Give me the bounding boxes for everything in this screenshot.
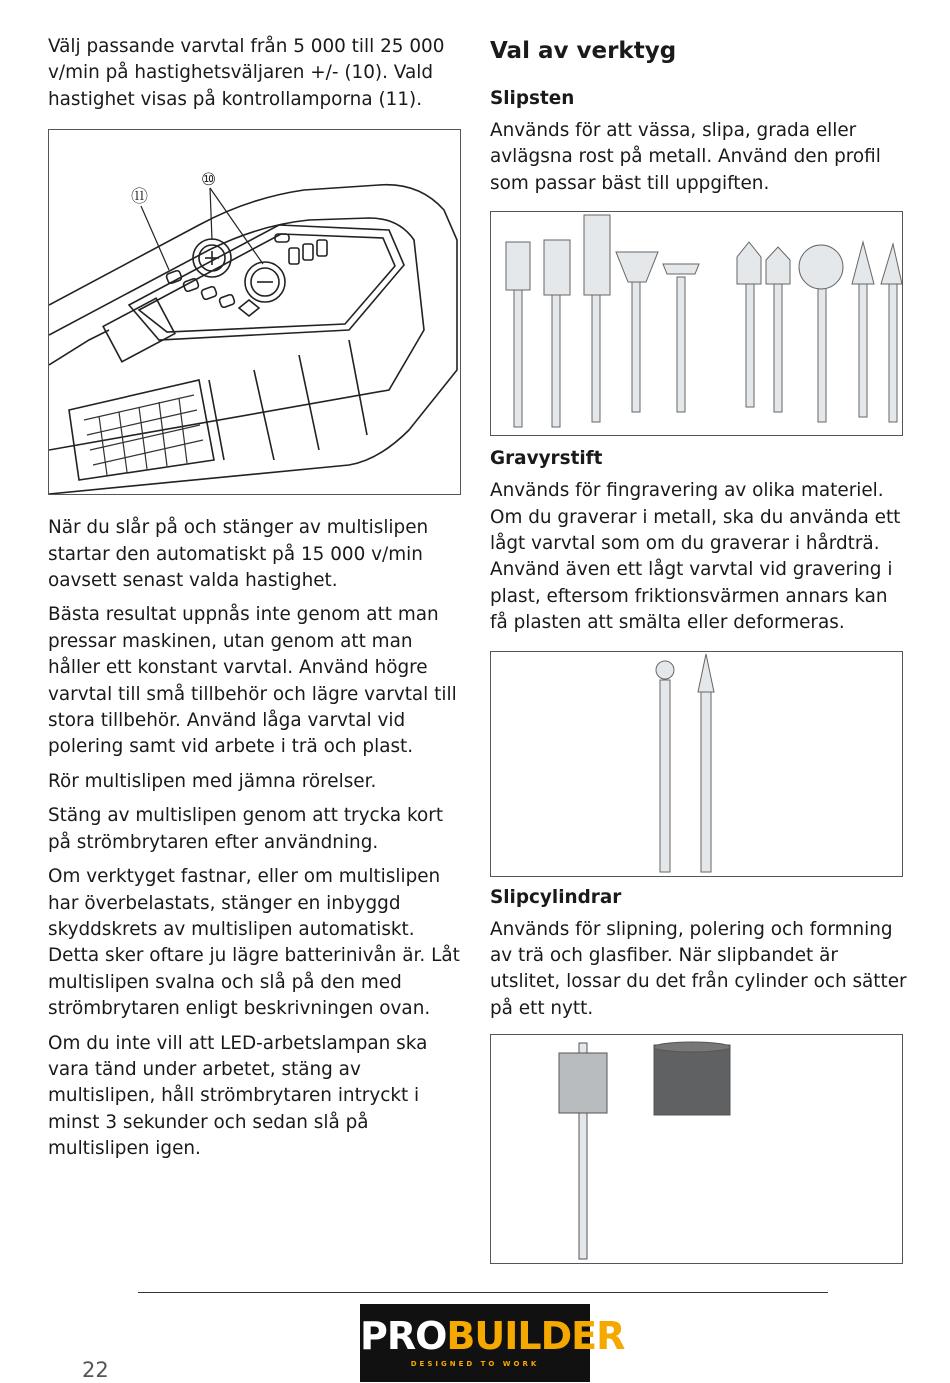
engraving-bits-drawing — [491, 652, 902, 876]
paragraph-startup: När du slår på och stänger av multislipen startar den automatiskt på 15 000 v/min oavsett senast valda hastighet. — [48, 517, 429, 592]
logo-tagline: DESIGNED TO WORK — [410, 1360, 540, 1368]
logo-builder: BUILDER — [446, 1314, 625, 1358]
grinding-stones-drawing — [491, 212, 902, 435]
logo-wordmark — [360, 1314, 625, 1358]
tool-drawing — [49, 130, 460, 494]
slipcylindrar-illustration — [490, 1034, 903, 1264]
probuilder-logo — [360, 1304, 625, 1382]
slipsten-text: Används för att vässa, slipa, grada eller avlägsna rost på metall. Använd den profil som passar bäst till uppgiften. — [490, 120, 881, 194]
logo-pro: PRO — [360, 1314, 447, 1358]
paragraph-led: Om du inte vill att LED-arbetslampan ska vara tänd under arbetet, stäng av multislipen, håll strömbrytaren intryckt i minst 3 sekunder och sedan slå på multislipen igen. — [48, 1032, 428, 1160]
intro-paragraph: Välj passande varvtal från 5 000 till 25 000 v/min på hastighetsväljaren +/- (10). Vald hastighet visas på kontrollamporna (11). — [48, 36, 445, 110]
slipsten-title: Slipsten — [490, 88, 575, 109]
footer-divider — [138, 1292, 828, 1293]
callout-10: ⑩ — [201, 170, 217, 191]
gravyrstift-text: Används för fingravering av olika materiel. Om du graverar i metall, ska du använda ett lågt varvtal som om du graverar i hårdträ. Använd även ett lågt varvtal vid gravering i plast, eftersom friktionsvärmen annars kan få plasten att smälta eller deformeras. — [490, 480, 901, 634]
paragraph-movement: Rör multislipen med jämna rörelser. — [48, 770, 377, 792]
slipcylindrar-title: Slipcylindrar — [490, 886, 622, 908]
paragraph-best-results: Bästa resultat uppnås inte genom att man pressar maskinen, utan genom att man håller ett konstant varvtal. Använd högre varvtal till små tillbehör och lägre varvtal till stora tillbehör. Använd låga varvtal vid polering samt vid arbete i trä och plast. — [48, 604, 457, 758]
paragraph-switch-off: Stäng av multislipen genom att trycka kort på strömbrytaren efter användning. — [48, 805, 444, 853]
page-number: 22 — [82, 1358, 109, 1382]
section-heading: Val av verktyg — [490, 38, 677, 64]
callout-11: ⑪ — [131, 187, 148, 208]
gravyrstift-illustration — [490, 651, 903, 877]
paragraph-overload: Om verktyget fastnar, eller om multislipen har överbelastats, stänger en inbyggd skyddskrets av multislipen automatiskt. Detta sker oftare ju lägre batterinivån är. Låt multislipen svalna och slå på den med strömbrytaren enligt beskrivningen ovan. — [48, 866, 460, 1020]
speed-selector-illustration — [48, 129, 461, 495]
sanding-drums-drawing — [491, 1035, 902, 1263]
gravyrstift-title: Gravyrstift — [490, 448, 603, 470]
slipsten-illustration — [490, 211, 903, 436]
left-column — [48, 34, 468, 1171]
slipcylindrar-text: Används för slipning, polering och formning av trä och glasfiber. När slipbandet är utslitet, lossar du det från cylinder och sätter på ett nytt. — [490, 918, 907, 1019]
right-column — [490, 34, 910, 1264]
